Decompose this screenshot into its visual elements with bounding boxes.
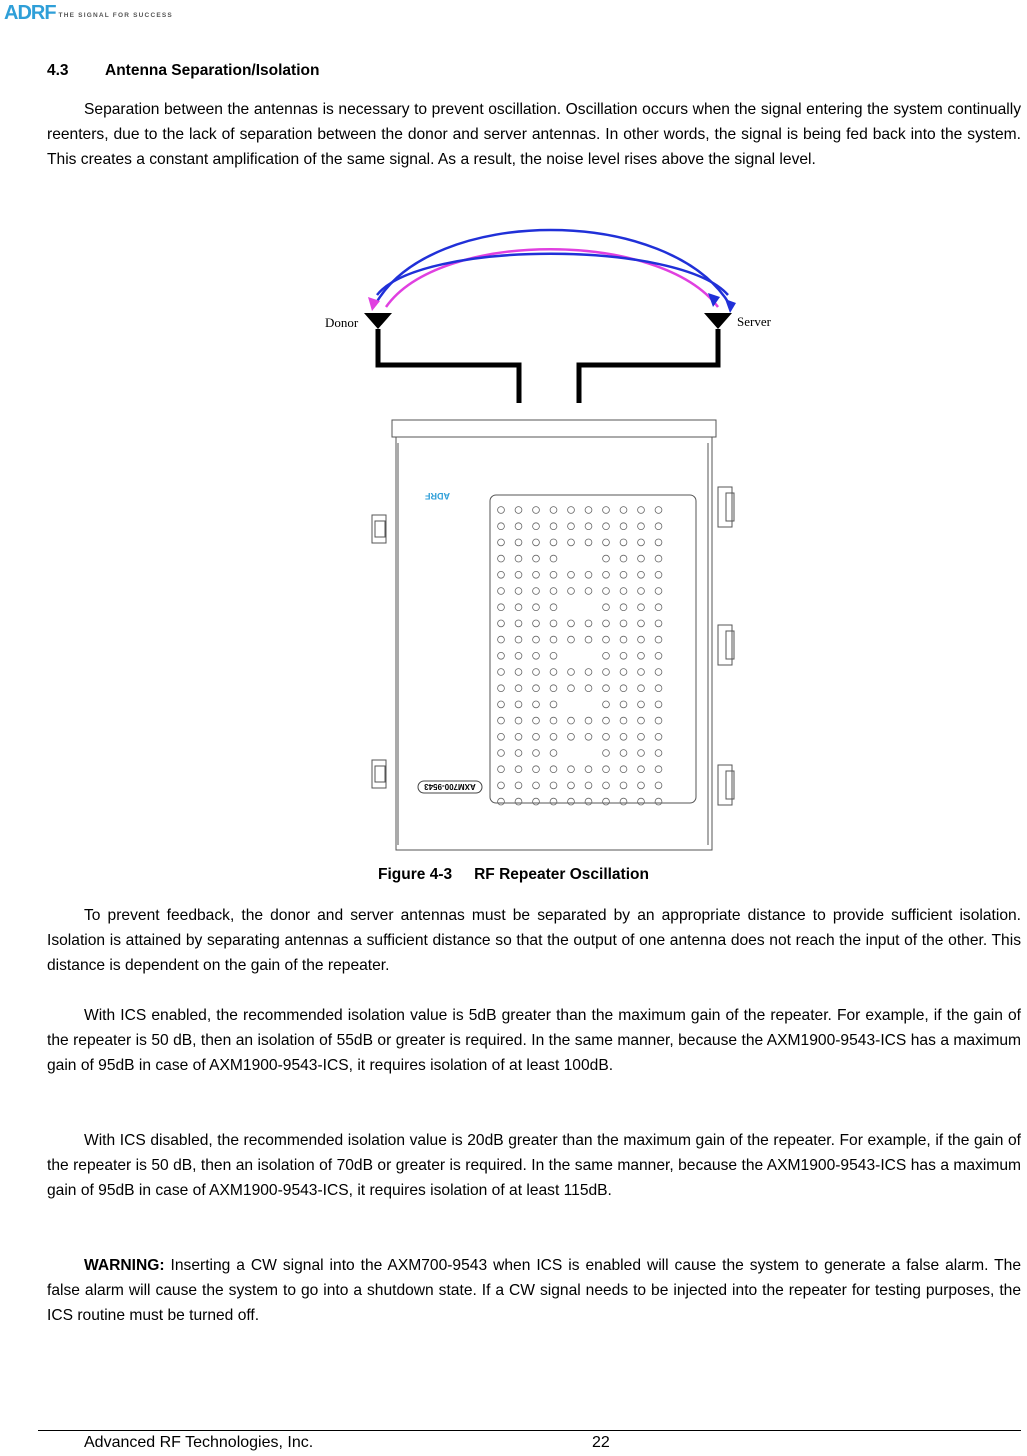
- feedback-arc-middle: [386, 249, 718, 307]
- arrowhead-server-inner: [708, 293, 720, 307]
- server-label: Server: [737, 314, 771, 329]
- paragraph-feedback: [47, 903, 1021, 978]
- donor-cable: [378, 329, 519, 403]
- device-model-label: AXM700-9543: [424, 782, 476, 791]
- paragraph-ics-disabled: [47, 1128, 1021, 1203]
- donor-label: Donor: [325, 315, 359, 330]
- server-cable: [579, 329, 718, 403]
- arrowhead-server: [725, 299, 736, 313]
- device-logo: ADRF: [425, 491, 450, 501]
- server-antenna-icon: [704, 313, 732, 329]
- section-heading: [47, 62, 319, 80]
- company-logo: [4, 2, 173, 25]
- logo-tagline: THE SIGNAL FOR SUCCESS: [58, 12, 173, 19]
- footer-divider: [38, 1430, 1021, 1431]
- section-title: Antenna Separation/Isolation: [105, 62, 320, 79]
- warning-label: WARNING:: [84, 1257, 165, 1274]
- donor-antenna-icon: [364, 313, 392, 329]
- paragraph-text: With ICS disabled, the recommended isolation value is 20dB greater than the maximum gain of the repeater. For example, if the gain of the repeater is 50 dB, then an isolation of 70dB or greater is required. In the same manner, because the AXM1900-9543-ICS has a maximum gain of 95dB in case of AXM1900-9543-ICS, it requires isolation of at least 115dB.: [47, 1132, 1021, 1199]
- section-number: 4.3: [47, 62, 69, 79]
- paragraph-ics-enabled: [47, 1003, 1021, 1078]
- caption-title: RF Repeater Oscillation: [474, 866, 649, 883]
- caption-number: Figure 4-3: [378, 866, 453, 883]
- paragraph-text: Separation between the antennas is necessary to prevent oscillation. Oscillation occurs when the signal entering the system continually reenters, due to the lack of separation between the donor and server antennas. In other words, the signal is being fed back into the system. This creates a constant amplification of the same signal. As a result, the noise level rises above the signal level.: [47, 101, 1021, 168]
- logo-mark: ADRF: [4, 2, 56, 24]
- footer-company: Advanced RF Technologies, Inc.: [84, 1434, 314, 1451]
- repeater-oscillation-figure: [320, 225, 780, 853]
- paragraph-text: With ICS enabled, the recommended isolation value is 5dB greater than the maximum gain of the repeater. For example, if the gain of the repeater is 50 dB, then an isolation of 55dB or greater is required. In the same manner, because the AXM1900-9543-ICS has a maximum gain of 95dB in case of AXM1900-9543-ICS, it requires isolation of at least 100dB.: [47, 1007, 1021, 1074]
- paragraph-text: Inserting a CW signal into the AXM700-9543 when ICS is enabled will cause the system to generate a false alarm. The false alarm will cause the system to go into a shutdown state. If a CW signal needs to be injected into the repeater for testing purposes, the ICS routine must be turned off.: [47, 1257, 1021, 1324]
- paragraph-warning: [47, 1253, 1021, 1328]
- paragraph-intro: [47, 97, 1021, 172]
- page-number: 22: [592, 1434, 610, 1451]
- figure-caption: [0, 866, 1027, 884]
- paragraph-text: To prevent feedback, the donor and server antennas must be separated by an appropriate distance to provide sufficient isolation. Isolation is attained by separating antennas a sufficient distance so that the output of one antenna does not reach the input of the other. This distance is dependent on the gain of the repeater.: [47, 907, 1021, 974]
